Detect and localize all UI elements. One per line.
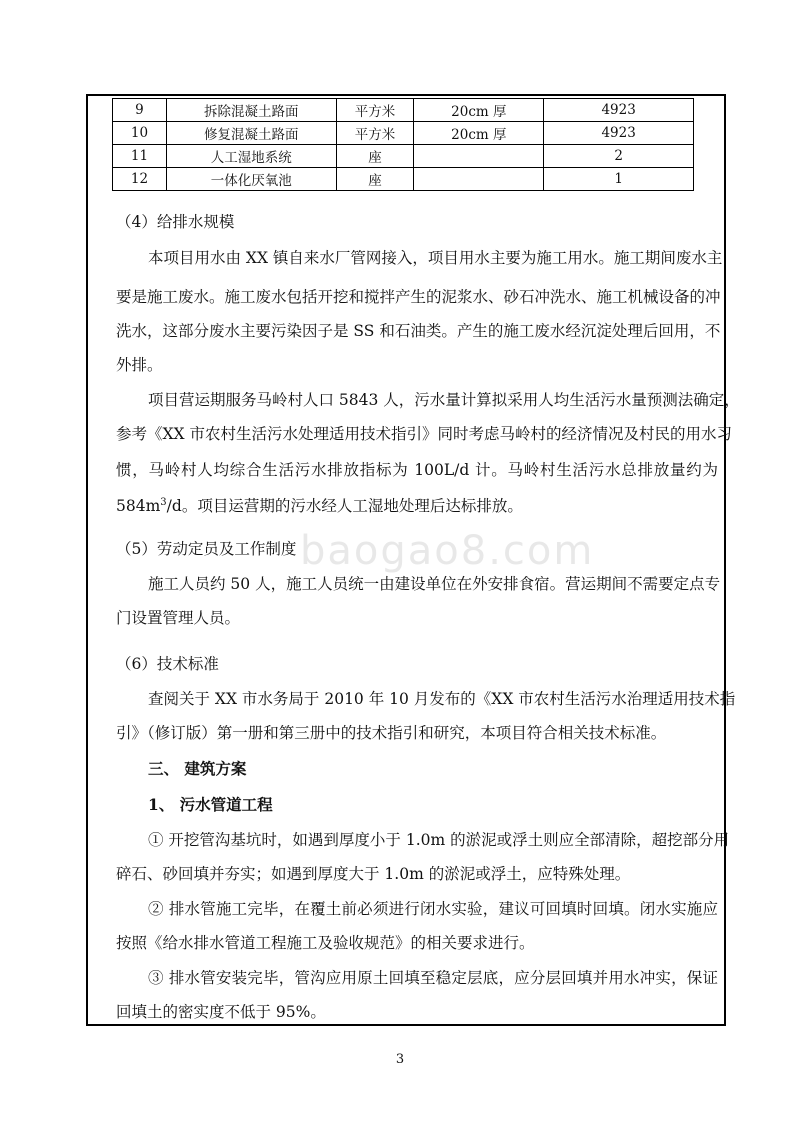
cell-no: 10 xyxy=(113,122,167,145)
cell-spec: 20cm 厚 xyxy=(414,122,544,145)
section-title: 三、 建筑方案 xyxy=(148,759,247,778)
list-item: ② 排水管施工完毕，在覆土前必须进行闭水实验，建议可回填时回填。闭水实施应 xyxy=(148,900,718,918)
paragraph-line: 洗水，这部分废水主要污染因子是 SS 和石油类。产生的施工废水经沉淀处理后回用，不 xyxy=(116,322,721,340)
cell-qty: 4923 xyxy=(544,99,694,122)
cell-unit: 平方米 xyxy=(336,122,414,145)
table-row xyxy=(113,99,694,122)
paragraph-line: 查阅关于 XX 市水务局于 2010 年 10 月发布的《XX 市农村生活污水治理适用技术指 xyxy=(148,690,736,708)
cell-qty: 4923 xyxy=(544,122,694,145)
paragraph-line xyxy=(116,493,523,516)
cell-item: 拆除混凝土路面 xyxy=(166,99,336,122)
cell-no: 9 xyxy=(113,99,167,122)
table-row xyxy=(113,145,694,168)
paragraph-line: 门设置管理人员。 xyxy=(116,609,241,627)
paragraph-line: 外排。 xyxy=(116,356,163,374)
cell-spec xyxy=(414,168,544,191)
cell-unit: 座 xyxy=(336,168,414,191)
quantity-table xyxy=(112,98,694,191)
page-number: 3 xyxy=(395,1052,405,1067)
paragraph-line: 项目营运期服务马岭村人口 5843 人，污水量计算拟采用人均生活污水量预测法确定， xyxy=(148,391,740,409)
flow-text: /d。项目运营期的污水经人工湿地处理后达标排放。 xyxy=(166,497,523,516)
table-row xyxy=(113,122,694,145)
cell-unit: 座 xyxy=(336,145,414,168)
paragraph-line: 施工人员约 50 人，施工人员统一由建设单位在外安排食宿。营运期间不需要定点专 xyxy=(148,575,721,593)
list-item-cont: 碎石、砂回填并夯实；如遇到厚度大于 1.0m 的淤泥或浮土，应特殊处理。 xyxy=(116,865,631,883)
paragraph-line: 要是施工废水。施工废水包括开挖和搅拌产生的泥浆水、砂石冲洗水、施工机械设备的冲 xyxy=(116,288,721,306)
cell-no: 11 xyxy=(113,145,167,168)
superscript: 3 xyxy=(160,497,167,508)
water-heading: （4）给排水规模 xyxy=(116,213,235,231)
paragraph-line: 参考《XX 市农村生活污水处理适用技术指引》同时考虑马岭村的经济情况及村民的用水习 xyxy=(116,425,732,443)
list-item: ① 开挖管沟基坑时，如遇到厚度小于 1.0m 的淤泥或浮土则应全部清除，超挖部分用 xyxy=(148,831,730,849)
cell-qty: 2 xyxy=(544,145,694,168)
standard-heading: （6）技术标准 xyxy=(116,655,219,673)
list-item: ③ 排水管安装完毕，管沟应用原土回填至稳定层底，应分层回填并用水冲实，保证 xyxy=(148,969,718,987)
cell-unit: 平方米 xyxy=(336,99,414,122)
subsection-title: 1、 污水管道工程 xyxy=(148,795,273,814)
paragraph-line: 惯，马岭村人均综合生活污水排放指标为 100L/d 计。马岭村生活污水总排放量约为 xyxy=(116,461,718,479)
list-item-cont: 按照《给水排水管道工程施工及验收规范》的相关要求进行。 xyxy=(116,934,535,952)
cell-item: 一体化厌氧池 xyxy=(166,168,336,191)
flow-value: 584m xyxy=(116,497,161,516)
paragraph-line: 本项目用水由 XX 镇自来水厂管网接入，项目用水主要为施工用水。施工期间废水主 xyxy=(148,249,723,267)
cell-qty: 1 xyxy=(544,168,694,191)
cell-item: 人工湿地系统 xyxy=(166,145,336,168)
table-row xyxy=(113,168,694,191)
paragraph-line: 引》（修订版）第一册和第三册中的技术指引和研究，本项目符合相关技术标准。 xyxy=(116,724,667,742)
watermark: baogao8.com xyxy=(300,528,595,574)
cell-spec: 20cm 厚 xyxy=(414,99,544,122)
list-item-cont: 回填土的密实度不低于 95%。 xyxy=(116,1003,326,1021)
cell-no: 12 xyxy=(113,168,167,191)
labor-heading: （5）劳动定员及工作制度 xyxy=(116,540,297,558)
cell-item: 修复混凝土路面 xyxy=(166,122,336,145)
cell-spec xyxy=(414,145,544,168)
